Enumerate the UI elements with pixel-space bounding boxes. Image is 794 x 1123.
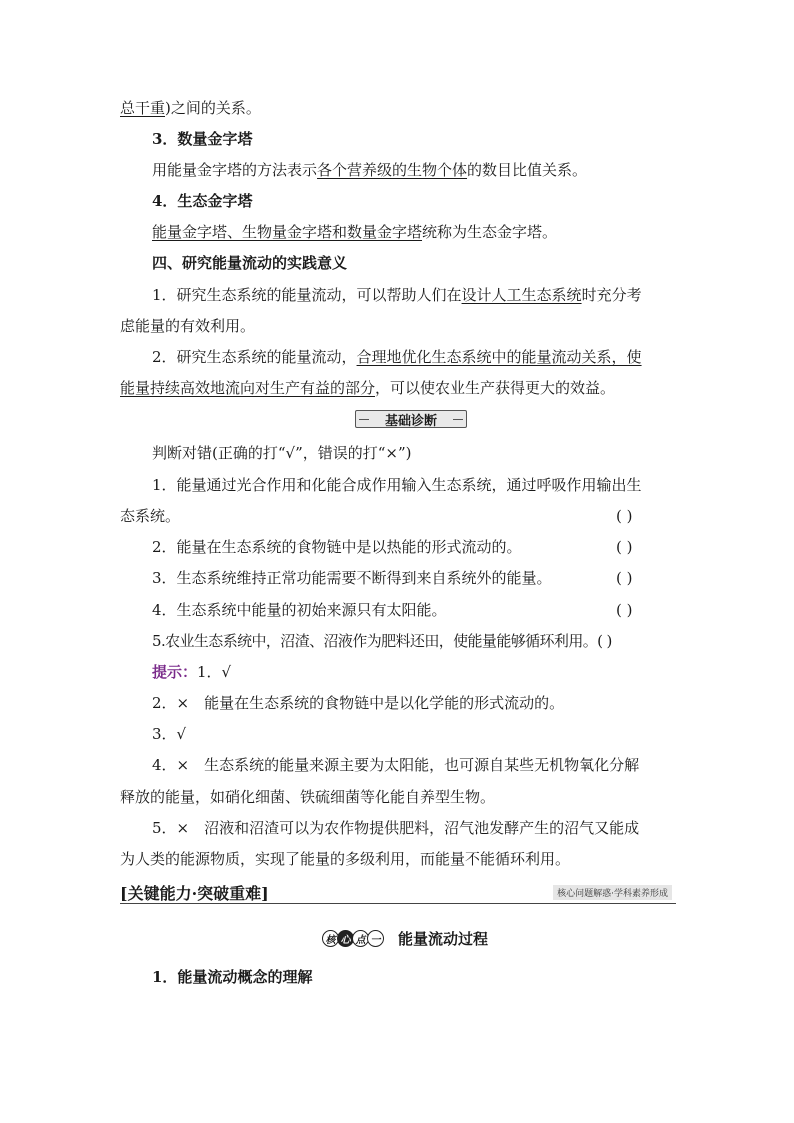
text-span: 的数目比值关系。	[467, 161, 588, 179]
text-span: 1．研究生态系统的能量流动，可以帮助人们在	[152, 286, 462, 304]
text-line	[120, 222, 676, 242]
answer-blank: ( )	[616, 601, 633, 619]
underlined-term: 能量持续高效地流向对生产有益的部分	[120, 379, 376, 397]
core-point-char: 心	[337, 930, 354, 947]
subheading: 3．数量金字塔	[152, 130, 253, 148]
underlined-term: 设计人工生态系统	[461, 286, 582, 304]
text-line: 虑能量的有效利用。	[120, 317, 256, 335]
text-line	[120, 378, 676, 398]
text-span: 2．研究生态系统的能量流动，	[152, 348, 357, 366]
answer-text: 1．√	[197, 663, 232, 681]
section-badge	[355, 410, 467, 428]
quiz-item: 1．能量通过光合作用和化能合成作用输入生态系统，通过呼吸作用输出生	[152, 476, 642, 494]
answer-blank: ( )	[616, 507, 633, 525]
quiz-intro: 判断对错(正确的打“√”，错误的打“×”)	[152, 444, 412, 462]
core-point-char: 核	[322, 930, 339, 947]
answer-line: 3．√	[152, 725, 187, 743]
answer-line	[120, 662, 676, 682]
underlined-term: 能量金字塔、生物量金字塔和数量金字塔	[152, 223, 423, 241]
badge-right-rule	[453, 419, 463, 420]
band-tag: 核心问题解惑·学科素养形成	[553, 885, 672, 900]
badge-left-rule	[359, 419, 369, 420]
answer-line: 为人类的能源物质，实现了能量的多级利用，而能量不能循环利用。	[120, 850, 571, 868]
core-point-heading	[322, 926, 488, 950]
subheading: 4．生态金字塔	[152, 192, 253, 210]
text-line	[120, 160, 676, 180]
quiz-item: 2．能量在生态系统的食物链中是以热能的形式流动的。	[152, 538, 522, 556]
underlined-term: 合理地优化生态系统中的能量流动关系，使	[356, 348, 642, 366]
answer-line: 4．× 生态系统的能量来源主要为太阳能，也可源自某些无机物氧化分解	[152, 756, 640, 774]
text-span: ，可以使农业生产获得更大的效益。	[375, 379, 616, 397]
text-span: 用能量金字塔的方法表示	[152, 161, 318, 179]
underlined-term: 总干重	[120, 99, 166, 117]
core-point-char: 点	[352, 930, 369, 947]
text-span: 时充分考	[581, 286, 642, 304]
text-span: 统称为生态金字塔。	[422, 223, 558, 241]
underlined-term: 各个营养级的生物个体	[317, 161, 468, 179]
text-line	[120, 285, 676, 305]
answer-line: 5．× 沼液和沼渣可以为农作物提供肥料，沼气池发酵产生的沼气又能成	[152, 819, 640, 837]
quiz-item: 5.农业生态系统中，沼渣、沼液作为肥料还田，使能量能够循环利用。( )	[152, 632, 612, 650]
hint-label: 提示：	[152, 663, 198, 681]
section-band	[120, 880, 676, 904]
core-point-title: 能量流动过程	[398, 929, 489, 948]
quiz-item: 态系统。	[120, 507, 181, 525]
band-title: [关键能力·突破重难]	[120, 884, 269, 903]
answer-blank: ( )	[616, 569, 633, 587]
subheading: 1．能量流动概念的理解	[152, 968, 313, 986]
answer-line: 2．× 能量在生态系统的食物链中是以化学能的形式流动的。	[152, 694, 565, 712]
text-span: )之间的关系。	[165, 99, 261, 117]
badge-label: 基础诊断	[384, 413, 437, 429]
quiz-item: 3．生态系统维持正常功能需要不断得到来自系统外的能量。	[152, 569, 552, 587]
answer-blank: ( )	[616, 538, 633, 556]
text-line	[120, 98, 676, 118]
text-line	[120, 347, 676, 367]
section-heading: 四、研究能量流动的实践意义	[152, 254, 348, 272]
answer-line: 释放的能量，如硝化细菌、铁硫细菌等化能自养型生物。	[120, 788, 496, 806]
quiz-item: 4．生态系统中能量的初始来源只有太阳能。	[152, 601, 447, 619]
core-point-char: 一	[367, 930, 384, 947]
band-rule	[120, 903, 676, 904]
